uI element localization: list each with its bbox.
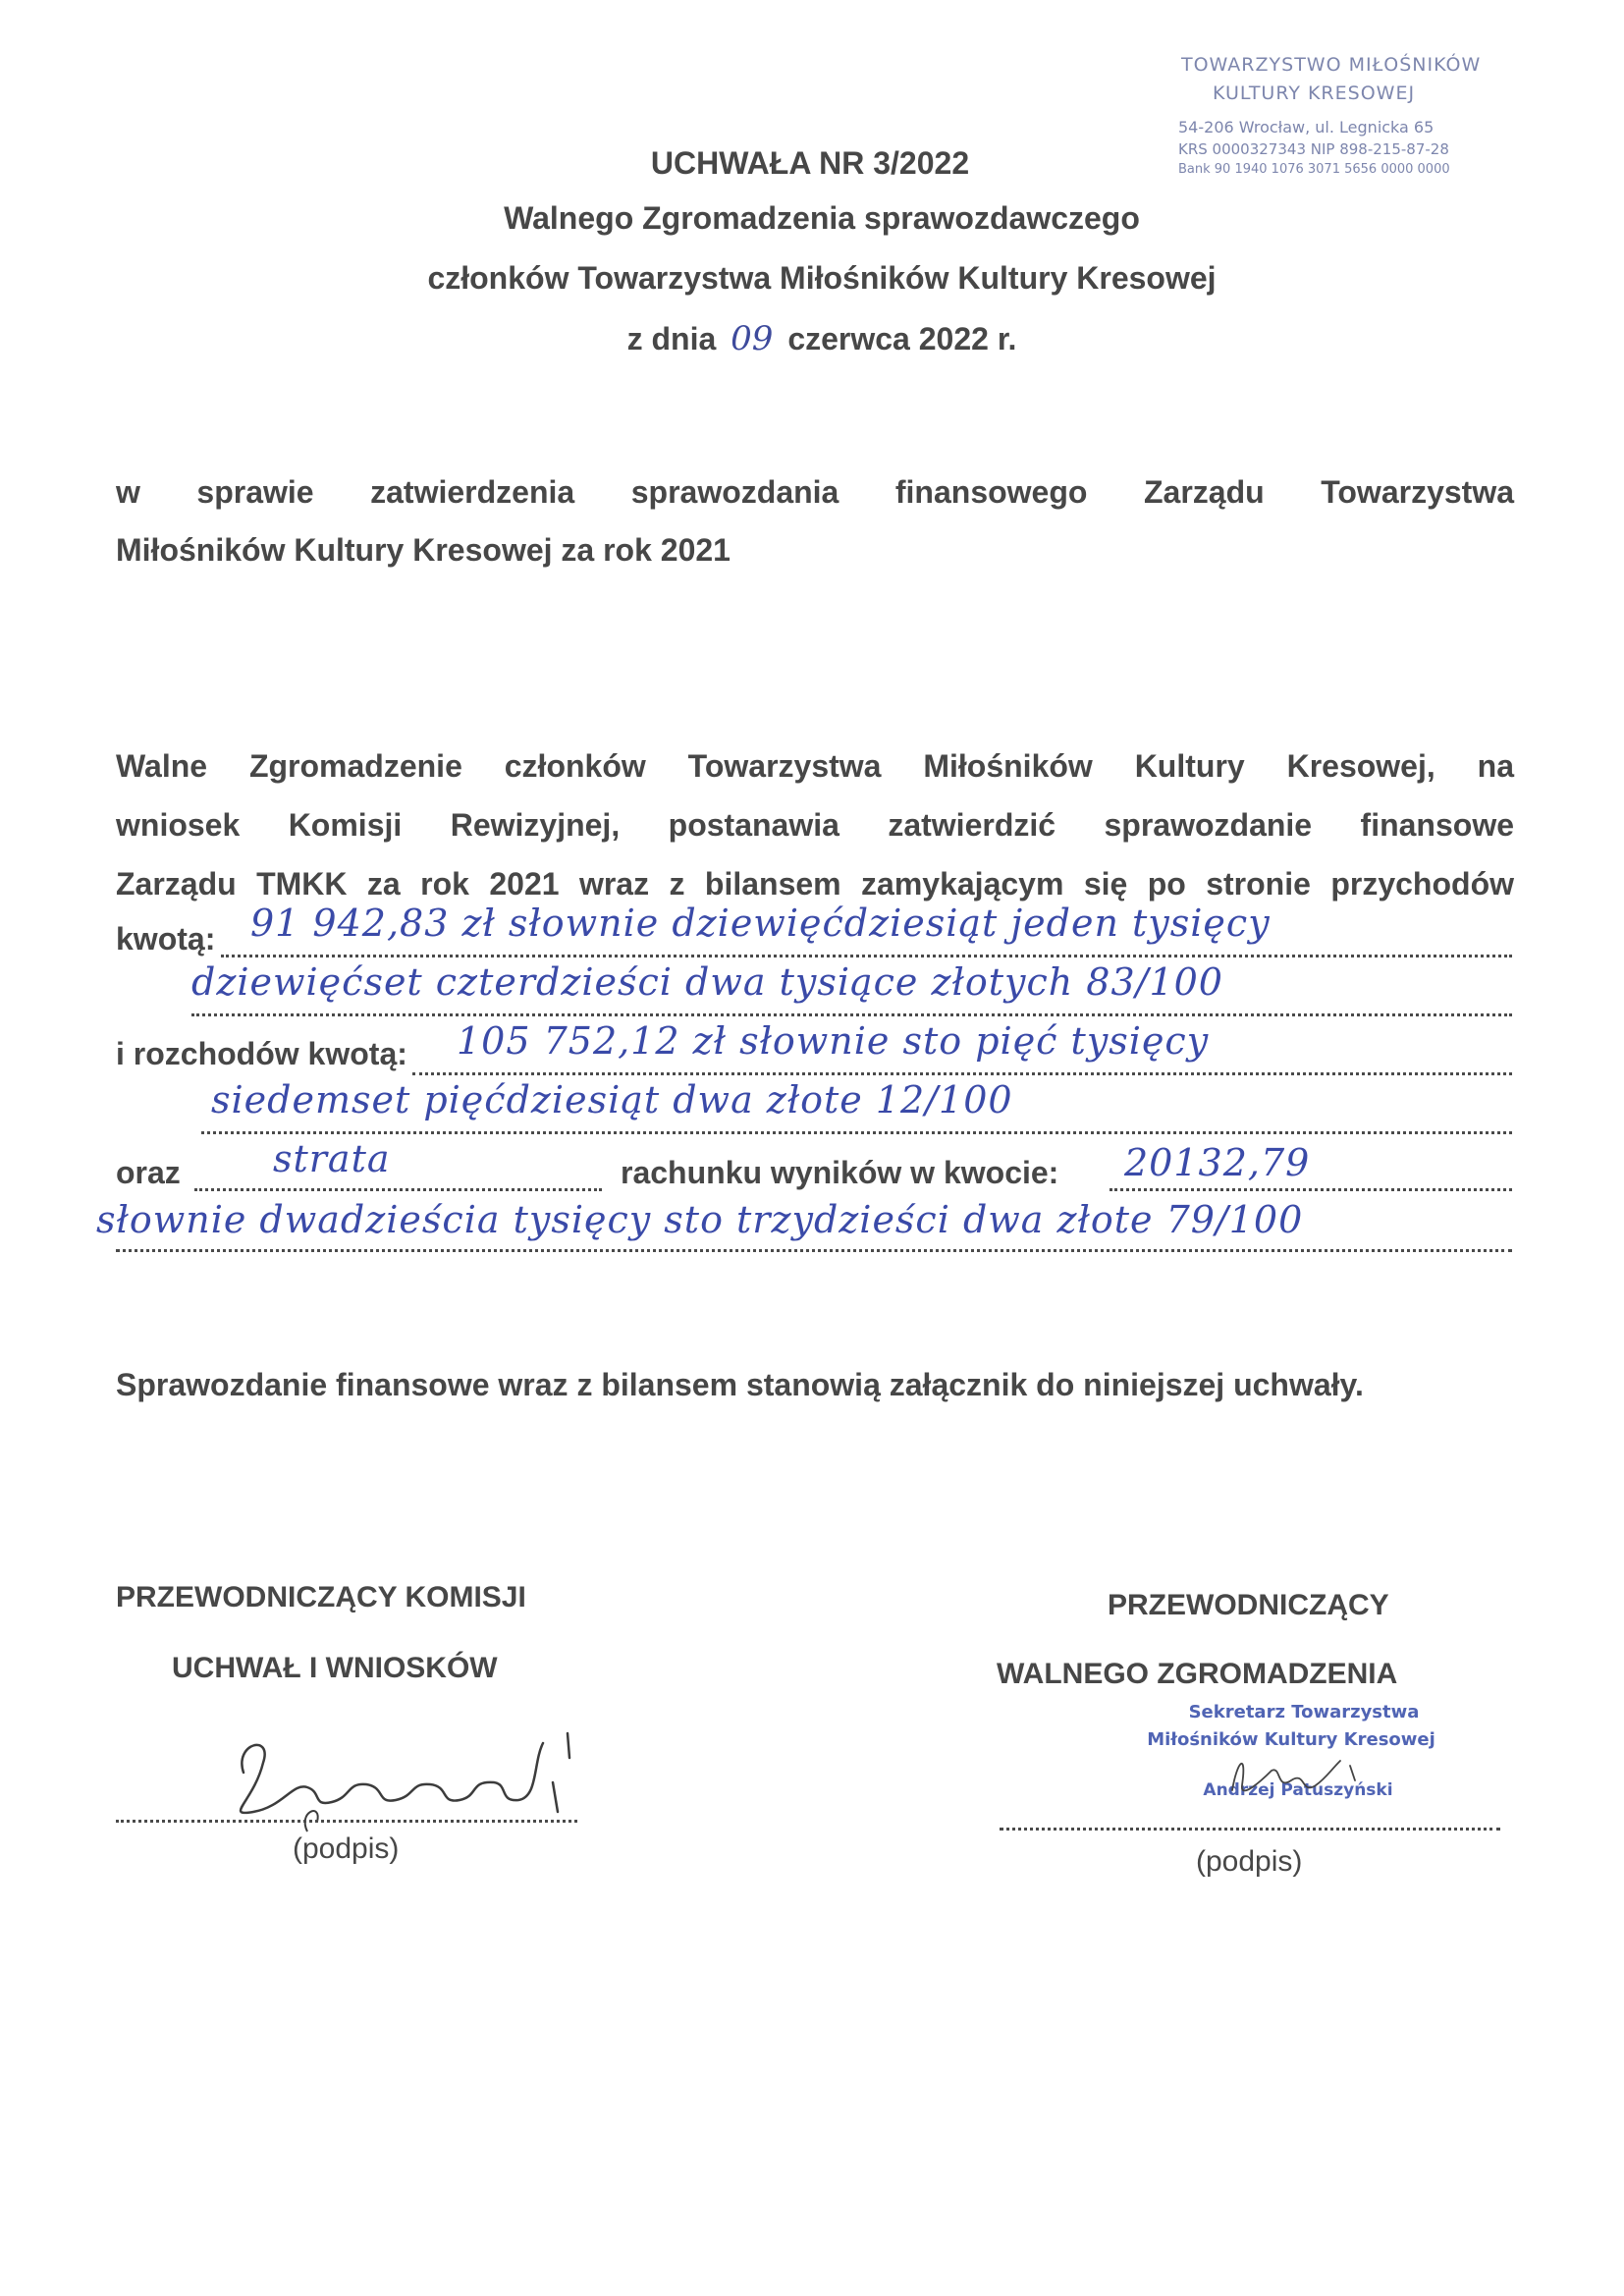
stamp-line-1: TOWARZYSTWO MIŁOŚNIKÓW (1181, 54, 1482, 76)
rozchody-handwritten-1: 105 752,12 zł słownie sto pięć tysięcy (457, 1019, 1210, 1063)
rozchody-handwritten-2: siedemset pięćdziesiąt dwa złote 12/100 (211, 1078, 1013, 1121)
wynik-label: rachunku wyników w kwocie: (621, 1155, 1059, 1190)
left-sig-title-1: PRZEWODNICZĄCY KOMISJI (116, 1581, 526, 1613)
oraz-label: oraz (116, 1155, 181, 1190)
left-podpis-label: (podpis) (293, 1832, 400, 1865)
kwota-dotline-1 (221, 955, 1512, 957)
wynik-handwritten: 20132,79 (1124, 1141, 1311, 1184)
resolution-date (10, 319, 1624, 358)
left-signature-dotline (116, 1820, 577, 1823)
oraz-dotline (194, 1188, 602, 1191)
closing-statement: Sprawozdanie finansowe wraz z bilansem stanowią załącznik do niniejszej uchwały. (116, 1367, 1364, 1402)
rozchody-label: i rozchodów kwotą: (116, 1036, 407, 1071)
secretary-stamp-line-1: Sekretarz Towarzystwa (1188, 1702, 1420, 1722)
left-signature (214, 1723, 587, 1841)
right-podpis-label: (podpis) (1196, 1845, 1303, 1878)
subject-line-1: w sprawie zatwierdzenia sprawozdania finansowego Zarządu Towarzystwa (116, 474, 1514, 510)
subject-line-2: Miłośników Kultury Kresowej za rok 2021 (116, 532, 731, 568)
kwota-label: kwotą: (116, 921, 216, 957)
date-day-handwritten: 09 (731, 319, 774, 358)
kwota-dotline-2 (191, 1013, 1512, 1016)
date-suffix: czerwca 2022 r. (787, 321, 1017, 356)
stamp-address: 54-206 Wrocław, ul. Legnicka 65 (1178, 118, 1435, 137)
wynik-handwritten-2: słownie dwadzieścia tysięcy sto trzydzieści dwa złote 79/100 (96, 1198, 1304, 1241)
right-signature (1213, 1741, 1370, 1810)
stamp-krs-nip: KRS 0000327343 NIP 898-215-87-28 (1178, 140, 1449, 158)
body-line-3: Zarządu TMKK za rok 2021 wraz z bilansem zamykającym się po stronie przychodów (116, 866, 1514, 902)
right-sig-title-2: WALNEGO ZGROMADZENIA (997, 1658, 1398, 1690)
secretary-stamp-line-2: Miłośników Kultury Kresowej (1147, 1729, 1435, 1750)
resolution-subtitle-2: członków Towarzystwa Miłośników Kultury Kresowej (427, 260, 1217, 296)
kwota-handwritten-1: 91 942,83 zł słownie dziewięćdziesiąt jeden tysięcy (250, 902, 1271, 945)
body-line-1: Walne Zgromadzenie członków Towarzystwa Miłośników Kultury Kresowej, na (116, 748, 1514, 784)
stamp-line-2: KULTURY KRESOWEJ (1213, 82, 1416, 104)
stamp-bank: Bank 90 1940 1076 3071 5656 0000 0000 (1178, 162, 1450, 177)
rozchody-dotline-2 (201, 1131, 1512, 1134)
wynik-dotline (1110, 1188, 1512, 1191)
left-sig-title-2: UCHWAŁ I WNIOSKÓW (172, 1652, 498, 1684)
right-sig-title-1: PRZEWODNICZĄCY (1108, 1589, 1389, 1621)
body-line-2: wniosek Komisji Rewizyjnej, postanawia zatwierdzić sprawozdanie finansowe (116, 807, 1514, 843)
secretary-stamp-line-3: Andrzej Patuszyński (1203, 1780, 1393, 1800)
kwota-handwritten-2: dziewięćset czterdzieści dwa tysiące złotych 83/100 (191, 960, 1223, 1004)
right-signature-dotline (1000, 1828, 1500, 1831)
oraz-handwritten: strata (273, 1137, 391, 1180)
rozchody-dotline-1 (412, 1072, 1512, 1075)
wynik-dotline-2 (116, 1249, 1512, 1252)
resolution-title: UCHWAŁA NR 3/2022 (650, 145, 970, 181)
date-prefix: z dnia (626, 321, 717, 356)
resolution-subtitle-1: Walnego Zgromadzenia sprawozdawczego (504, 200, 1140, 236)
